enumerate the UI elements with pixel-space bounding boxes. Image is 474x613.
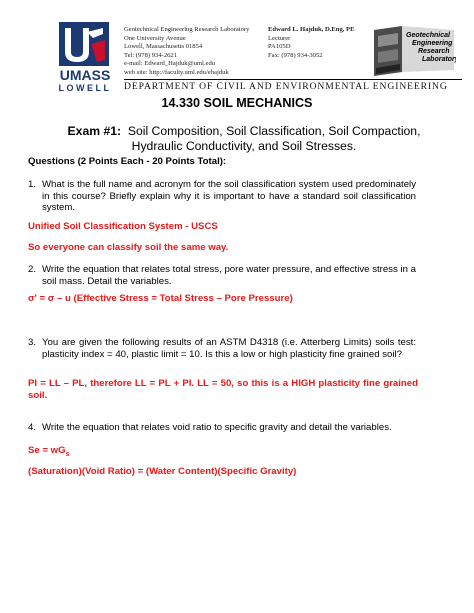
umass-lowell-logo-icon — [57, 22, 113, 94]
answer-4b: (Saturation)(Void Ratio) = (Water Content)(Specific Gravity) — [28, 466, 297, 477]
geotechnical-lab-logo-icon — [372, 24, 456, 78]
lab-city: Lowell, Massachusetts 01854 — [124, 43, 203, 51]
void-ratio-equation: $Se = wG_s$ — [28, 445, 70, 458]
question-number: 2. — [28, 264, 37, 275]
lab-email[interactable]: e-mail: Edward_Hajduk@uml.edu — [124, 60, 216, 68]
answer-2: σ' = σ – u (Effective Stress = Total Stress – Pore Pressure) — [28, 293, 293, 304]
lab-logo-line-1: Geotechnical — [406, 32, 450, 39]
exam-topics: Soil Composition, Soil Classification, Soil Compaction, Hydraulic Conductivity, and Soil Stresses. — [127, 124, 421, 153]
instructor-role: Lecturer — [268, 34, 291, 42]
answer-1b: So everyone can classify soil the same way. — [28, 242, 229, 253]
lowell-wordmark: LOWELL — [58, 83, 112, 93]
lab-name: Geotechnical Engineering Research Laboratory — [124, 26, 250, 33]
exam-label: Exam #1: — [67, 124, 122, 138]
instructor-contact — [268, 26, 354, 60]
lab-address-block — [124, 26, 249, 78]
header-divider — [124, 79, 462, 80]
lab-logo-line-4: Laboratory — [422, 56, 456, 63]
answer-1a: Unified Soil Classification System - USCS — [28, 221, 218, 232]
questions-heading: Questions (2 Points Each - 20 Points Total): — [28, 156, 227, 167]
question-number: 1. — [28, 179, 37, 190]
umass-wordmark: UMASS — [59, 67, 111, 83]
answer-3: PI = LL – PL, therefore LL = PL + PI. LL = 50, so this is a HIGH plasticity fine grained soil. — [28, 378, 418, 401]
instructor-name: Edward L. Hajduk, D.Eng, PE — [268, 26, 355, 33]
question-number: 3. — [28, 337, 37, 348]
lab-logo-line-2: Engineering — [412, 40, 453, 47]
question-text: Write the equation that relates total stress, pore water pressure, and effective stress in a soil mass. Detail the variables. — [42, 264, 416, 287]
lab-website[interactable]: web site: http://faculty.uml.edu/ehajduk — [124, 68, 229, 76]
course-title: 14.330 SOIL MECHANICS — [161, 96, 313, 110]
instructor-fax: Fax: (978) 934-3052 — [268, 51, 323, 59]
question-text: What is the full name and acronym for the soil classification system used predominately in this course? Briefly explain why it is important to have a standard soil classification system. — [42, 179, 416, 214]
department-name: DEPARTMENT OF CIVIL AND ENVIRONMENTAL ENGINEERING — [124, 81, 448, 92]
question-text: Write the equation that relates void ratio to specific gravity and detail the variables. — [42, 422, 392, 433]
question-text: You are given the following results of an ASTM D4318 (i.e. Atterberg Limits) soils test: plasticity index = 40, plastic limit = 10. Is this a low or high plasticity fine grained soil? — [42, 337, 416, 360]
instructor-office: PA105D — [268, 43, 291, 51]
lab-phone: Tel: (978) 934-2621 — [124, 51, 178, 59]
answer-4a — [28, 445, 70, 461]
question-number: 4. — [28, 422, 37, 433]
subscript-s: s — [65, 450, 70, 458]
lab-logo-line-3: Research — [418, 48, 450, 55]
exam-title — [58, 124, 430, 153]
lab-street: One University Avenue — [124, 34, 186, 42]
